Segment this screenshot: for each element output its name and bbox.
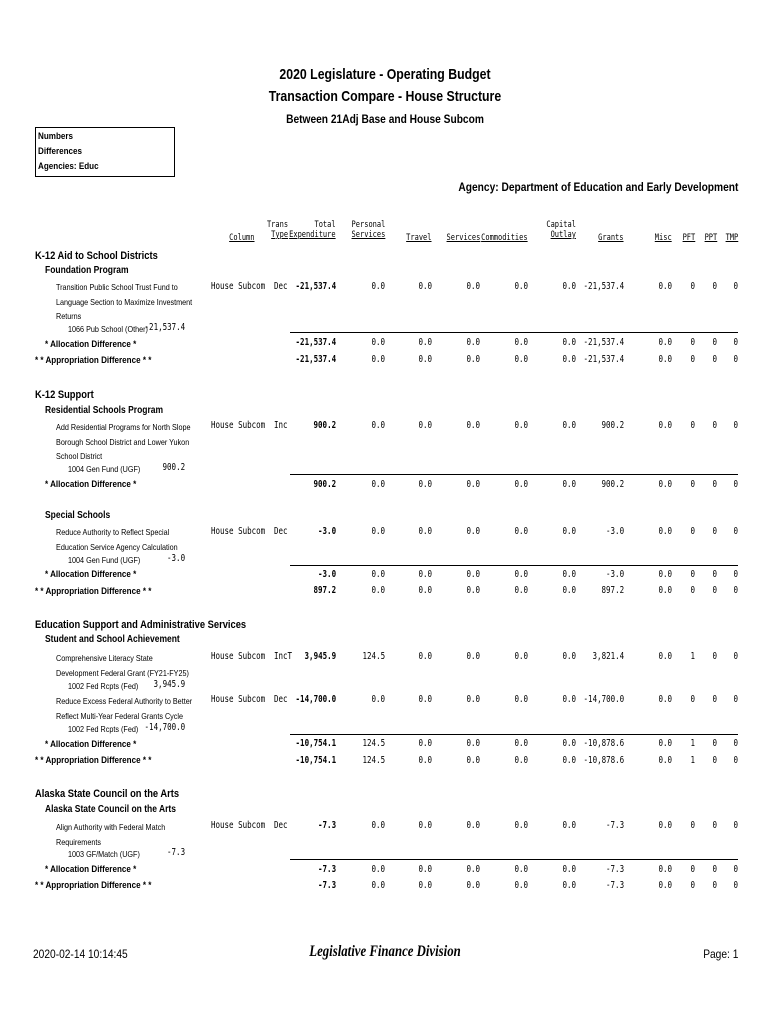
appropriation-difference-label: * * Appropriation Difference * * (35, 755, 152, 766)
col-header-total: Total Expenditure (289, 220, 336, 240)
commodities-cell: 0.0 (514, 585, 528, 596)
misc-cell: 0.0 (658, 864, 672, 875)
misc-cell: 0.0 (658, 569, 672, 580)
misc-cell: 0.0 (658, 880, 672, 891)
divider (290, 859, 738, 860)
ppt-cell: 0 (712, 651, 717, 662)
personal-services-cell: 0.0 (371, 880, 385, 891)
misc-cell: 0.0 (658, 755, 672, 766)
commodities-cell: 0.0 (514, 337, 528, 348)
travel-cell: 0.0 (418, 880, 432, 891)
col-header-column: Column (229, 233, 255, 243)
capital-outlay-cell: 0.0 (562, 755, 576, 766)
commodities-cell: 0.0 (514, 526, 528, 537)
grants-cell: 900.2 (601, 479, 624, 490)
fund-amount: 900.2 (162, 462, 185, 473)
travel-cell: 0.0 (418, 694, 432, 705)
ppt-cell: 0 (712, 337, 717, 348)
box-line: Differences (38, 146, 82, 157)
capital-outlay-cell: 0.0 (562, 479, 576, 490)
services-cell: 0.0 (466, 651, 480, 662)
total-expenditure-cell: -21,537.4 (295, 281, 336, 292)
total-expenditure-cell: -21,537.4 (295, 354, 336, 365)
tmp-cell: 0 (733, 420, 738, 431)
travel-cell: 0.0 (418, 281, 432, 292)
fund-source: 1002 Fed Rcpts (Fed) (68, 724, 139, 734)
capital-outlay-cell: 0.0 (562, 880, 576, 891)
total-expenditure-cell: -7.3 (317, 820, 336, 831)
trans-type-cell: IncT (274, 651, 293, 662)
trans-type-cell: Dec (274, 281, 288, 292)
commodities-cell: 0.0 (514, 479, 528, 490)
transaction-description: Reduce Authority to Reflect Special Education Service Agency Calculation (56, 527, 178, 552)
commodities-cell: 0.0 (514, 880, 528, 891)
allocation-difference-label: * Allocation Difference * (45, 569, 137, 580)
grants-cell: -3.0 (605, 569, 624, 580)
tmp-cell: 0 (733, 569, 738, 580)
grants-cell: -7.3 (605, 820, 624, 831)
allocation-difference-label: * Allocation Difference * (45, 339, 137, 350)
col-header-misc: Misc (655, 233, 672, 243)
agency-title: Agency: Department of Education and Early Development (458, 180, 738, 194)
total-expenditure-cell: 900.2 (313, 479, 336, 490)
commodities-cell: 0.0 (514, 281, 528, 292)
services-cell: 0.0 (466, 526, 480, 537)
pft-cell: 0 (690, 585, 695, 596)
ppt-cell: 0 (712, 755, 717, 766)
ppt-cell: 0 (712, 526, 717, 537)
transaction-description: Reduce Excess Federal Authority to Better Reflect Multi-Year Federal Grants Cycle (56, 696, 193, 721)
grants-cell: -14,700.0 (583, 694, 624, 705)
col-header-tmp: TMP (725, 233, 738, 243)
ppt-cell: 0 (712, 420, 717, 431)
pft-cell: 0 (690, 880, 695, 891)
misc-cell: 0.0 (658, 281, 672, 292)
trans-type-cell: Dec (274, 820, 288, 831)
services-cell: 0.0 (466, 694, 480, 705)
commodities-cell: 0.0 (514, 864, 528, 875)
capital-outlay-cell: 0.0 (562, 420, 576, 431)
col-header-travel: Travel (406, 233, 432, 243)
personal-services-cell: 0.0 (371, 354, 385, 365)
grants-cell: -7.3 (605, 864, 624, 875)
ppt-cell: 0 (712, 738, 717, 749)
travel-cell: 0.0 (418, 585, 432, 596)
personal-services-cell: 0.0 (371, 337, 385, 348)
personal-services-cell: 0.0 (371, 569, 385, 580)
travel-cell: 0.0 (418, 755, 432, 766)
tmp-cell: 0 (733, 354, 738, 365)
capital-outlay-cell: 0.0 (562, 864, 576, 875)
column-cell: House Subcom (211, 694, 266, 705)
total-expenditure-cell: -3.0 (317, 526, 336, 537)
program-title: Alaska State Council on the Arts (45, 804, 176, 815)
ppt-cell: 0 (712, 479, 717, 490)
transaction-description: Add Residential Programs for North Slope Borough School District and Lower Yukon School District (56, 422, 191, 461)
personal-services-cell: 0.0 (371, 694, 385, 705)
services-cell: 0.0 (466, 479, 480, 490)
total-expenditure-cell: 900.2 (313, 420, 336, 431)
services-cell: 0.0 (466, 880, 480, 891)
personal-services-cell: 0.0 (371, 864, 385, 875)
services-cell: 0.0 (466, 820, 480, 831)
box-line: Agencies: Educ (38, 161, 99, 172)
personal-services-cell: 0.0 (371, 281, 385, 292)
ppt-cell: 0 (712, 354, 717, 365)
column-cell: House Subcom (211, 526, 266, 537)
misc-cell: 0.0 (658, 479, 672, 490)
travel-cell: 0.0 (418, 651, 432, 662)
divider (290, 332, 738, 333)
column-cell: House Subcom (211, 420, 266, 431)
misc-cell: 0.0 (658, 651, 672, 662)
services-cell: 0.0 (466, 420, 480, 431)
appropriation-difference-label: * * Appropriation Difference * * (35, 880, 152, 891)
report-title: 2020 Legislature - Operating Budget (279, 66, 491, 83)
capital-outlay-cell: 0.0 (562, 337, 576, 348)
personal-services-cell: 0.0 (371, 585, 385, 596)
ppt-cell: 0 (712, 281, 717, 292)
report-title-2: Transaction Compare - House Structure (268, 88, 502, 105)
col-header-commodities: Commodities (481, 233, 528, 243)
tmp-cell: 0 (733, 755, 738, 766)
transaction-description: Transition Public School Trust Fund to Language Section to Maximize Investment Returns (56, 282, 193, 321)
program-title: Residential Schools Program (45, 405, 164, 416)
total-expenditure-cell: -7.3 (317, 880, 336, 891)
pft-cell: 0 (690, 820, 695, 831)
allocation-difference-label: * Allocation Difference * (45, 864, 137, 875)
allocation-difference-label: * Allocation Difference * (45, 739, 137, 750)
fund-amount: -7.3 (166, 847, 185, 858)
misc-cell: 0.0 (658, 738, 672, 749)
tmp-cell: 0 (733, 880, 738, 891)
grants-cell: -21,537.4 (583, 281, 624, 292)
ppt-cell: 0 (712, 569, 717, 580)
commodities-cell: 0.0 (514, 569, 528, 580)
capital-outlay-cell: 0.0 (562, 354, 576, 365)
personal-services-cell: 124.5 (362, 755, 385, 766)
travel-cell: 0.0 (418, 864, 432, 875)
col-header-personal: Personal Services (351, 220, 385, 240)
services-cell: 0.0 (466, 585, 480, 596)
ppt-cell: 0 (712, 820, 717, 831)
personal-services-cell: 124.5 (362, 651, 385, 662)
pft-cell: 0 (690, 420, 695, 431)
travel-cell: 0.0 (418, 526, 432, 537)
appropriation-difference-label: * * Appropriation Difference * * (35, 586, 152, 597)
commodities-cell: 0.0 (514, 738, 528, 749)
travel-cell: 0.0 (418, 479, 432, 490)
transaction-description: Align Authority with Federal Match Requirements (56, 822, 166, 847)
capital-outlay-cell: 0.0 (562, 651, 576, 662)
services-cell: 0.0 (466, 738, 480, 749)
misc-cell: 0.0 (658, 694, 672, 705)
appropriation-difference-label: * * Appropriation Difference * * (35, 355, 152, 366)
grants-cell: 900.2 (601, 420, 624, 431)
trans-type-cell: Dec (274, 694, 288, 705)
misc-cell: 0.0 (658, 337, 672, 348)
column-cell: House Subcom (211, 281, 266, 292)
column-cell: House Subcom (211, 820, 266, 831)
total-expenditure-cell: -14,700.0 (295, 694, 336, 705)
commodities-cell: 0.0 (514, 354, 528, 365)
divider (290, 474, 738, 475)
program-title: Special Schools (45, 510, 111, 521)
grants-cell: 3,821.4 (592, 651, 624, 662)
capital-outlay-cell: 0.0 (562, 526, 576, 537)
grants-cell: -21,537.4 (583, 337, 624, 348)
commodities-cell: 0.0 (514, 755, 528, 766)
grants-cell: 897.2 (601, 585, 624, 596)
pft-cell: 0 (690, 479, 695, 490)
column-cell: House Subcom (211, 651, 266, 662)
travel-cell: 0.0 (418, 738, 432, 749)
services-cell: 0.0 (466, 569, 480, 580)
grants-cell: -7.3 (605, 880, 624, 891)
fund-amount: -3.0 (166, 553, 185, 564)
pft-cell: 0 (690, 526, 695, 537)
total-expenditure-cell: 897.2 (313, 585, 336, 596)
pft-cell: 1 (690, 738, 695, 749)
services-cell: 0.0 (466, 281, 480, 292)
filter-box (35, 127, 175, 177)
misc-cell: 0.0 (658, 585, 672, 596)
personal-services-cell: 0.0 (371, 479, 385, 490)
tmp-cell: 0 (733, 820, 738, 831)
travel-cell: 0.0 (418, 337, 432, 348)
commodities-cell: 0.0 (514, 420, 528, 431)
pft-cell: 1 (690, 755, 695, 766)
travel-cell: 0.0 (418, 354, 432, 365)
total-expenditure-cell: 3,945.9 (304, 651, 336, 662)
personal-services-cell: 124.5 (362, 738, 385, 749)
ppt-cell: 0 (712, 864, 717, 875)
col-header-trans-type: Trans Type (266, 220, 288, 240)
tmp-cell: 0 (733, 337, 738, 348)
grants-cell: -21,537.4 (583, 354, 624, 365)
fund-source: 1004 Gen Fund (UGF) (68, 555, 141, 565)
section-title: K-12 Aid to School Districts (35, 250, 158, 262)
misc-cell: 0.0 (658, 420, 672, 431)
pft-cell: 0 (690, 281, 695, 292)
report-timestamp: 2020-02-14 10:14:45 (33, 947, 128, 961)
pft-cell: 0 (690, 354, 695, 365)
divider (290, 734, 738, 735)
capital-outlay-cell: 0.0 (562, 585, 576, 596)
ppt-cell: 0 (712, 585, 717, 596)
pft-cell: 1 (690, 651, 695, 662)
pft-cell: 0 (690, 694, 695, 705)
total-expenditure-cell: -10,754.1 (295, 755, 336, 766)
program-title: Foundation Program (45, 265, 129, 276)
col-header-capital: Capital Outlay (546, 220, 576, 240)
misc-cell: 0.0 (658, 354, 672, 365)
box-line: Numbers (38, 131, 74, 142)
personal-services-cell: 0.0 (371, 420, 385, 431)
program-title: Student and School Achievement (45, 634, 180, 645)
col-header-services: Services (446, 233, 480, 243)
misc-cell: 0.0 (658, 820, 672, 831)
travel-cell: 0.0 (418, 569, 432, 580)
travel-cell: 0.0 (418, 420, 432, 431)
services-cell: 0.0 (466, 337, 480, 348)
divider (290, 565, 738, 566)
personal-services-cell: 0.0 (371, 820, 385, 831)
capital-outlay-cell: 0.0 (562, 738, 576, 749)
total-expenditure-cell: -7.3 (317, 864, 336, 875)
grants-cell: -10,878.6 (583, 738, 624, 749)
tmp-cell: 0 (733, 479, 738, 490)
grants-cell: -10,878.6 (583, 755, 624, 766)
fund-source: 1004 Gen Fund (UGF) (68, 464, 141, 474)
misc-cell: 0.0 (658, 526, 672, 537)
fund-amount: 3,945.9 (153, 679, 185, 690)
tmp-cell: 0 (733, 694, 738, 705)
tmp-cell: 0 (733, 738, 738, 749)
services-cell: 0.0 (466, 755, 480, 766)
ppt-cell: 0 (712, 694, 717, 705)
col-header-grants: Grants (598, 233, 624, 243)
tmp-cell: 0 (733, 281, 738, 292)
total-expenditure-cell: -21,537.4 (295, 337, 336, 348)
commodities-cell: 0.0 (514, 651, 528, 662)
section-title: K-12 Support (35, 389, 94, 401)
capital-outlay-cell: 0.0 (562, 569, 576, 580)
tmp-cell: 0 (733, 651, 738, 662)
trans-type-cell: Dec (274, 526, 288, 537)
fund-amount: -21,537.4 (144, 322, 185, 333)
section-title: Education Support and Administrative Services (35, 619, 247, 631)
trans-type-cell: Inc (274, 420, 288, 431)
total-expenditure-cell: -3.0 (317, 569, 336, 580)
capital-outlay-cell: 0.0 (562, 820, 576, 831)
pft-cell: 0 (690, 864, 695, 875)
fund-amount: -14,700.0 (144, 722, 185, 733)
allocation-difference-label: * Allocation Difference * (45, 479, 137, 490)
capital-outlay-cell: 0.0 (562, 694, 576, 705)
transaction-description: Comprehensive Literacy State Development Federal Grant (FY21-FY25) (56, 653, 189, 678)
tmp-cell: 0 (733, 585, 738, 596)
personal-services-cell: 0.0 (371, 526, 385, 537)
services-cell: 0.0 (466, 864, 480, 875)
grants-cell: -3.0 (605, 526, 624, 537)
fund-source: 1003 GF/Match (UGF) (68, 849, 140, 859)
fund-source: 1002 Fed Rcpts (Fed) (68, 681, 139, 691)
pft-cell: 0 (690, 569, 695, 580)
total-expenditure-cell: -10,754.1 (295, 738, 336, 749)
page-number: Page: 1 (702, 947, 738, 961)
capital-outlay-cell: 0.0 (562, 281, 576, 292)
services-cell: 0.0 (466, 354, 480, 365)
fund-source: 1066 Pub School (Other) (68, 324, 148, 334)
commodities-cell: 0.0 (514, 694, 528, 705)
ppt-cell: 0 (712, 880, 717, 891)
section-title: Alaska State Council on the Arts (35, 788, 180, 800)
report-subtitle: Between 21Adj Base and House Subcom (286, 112, 484, 126)
division-signature: Legislative Finance Division (309, 943, 461, 960)
pft-cell: 0 (690, 337, 695, 348)
commodities-cell: 0.0 (514, 820, 528, 831)
travel-cell: 0.0 (418, 820, 432, 831)
col-header-ppt: PPT (704, 233, 717, 243)
tmp-cell: 0 (733, 864, 738, 875)
tmp-cell: 0 (733, 526, 738, 537)
col-header-pft: PFT (682, 233, 695, 243)
